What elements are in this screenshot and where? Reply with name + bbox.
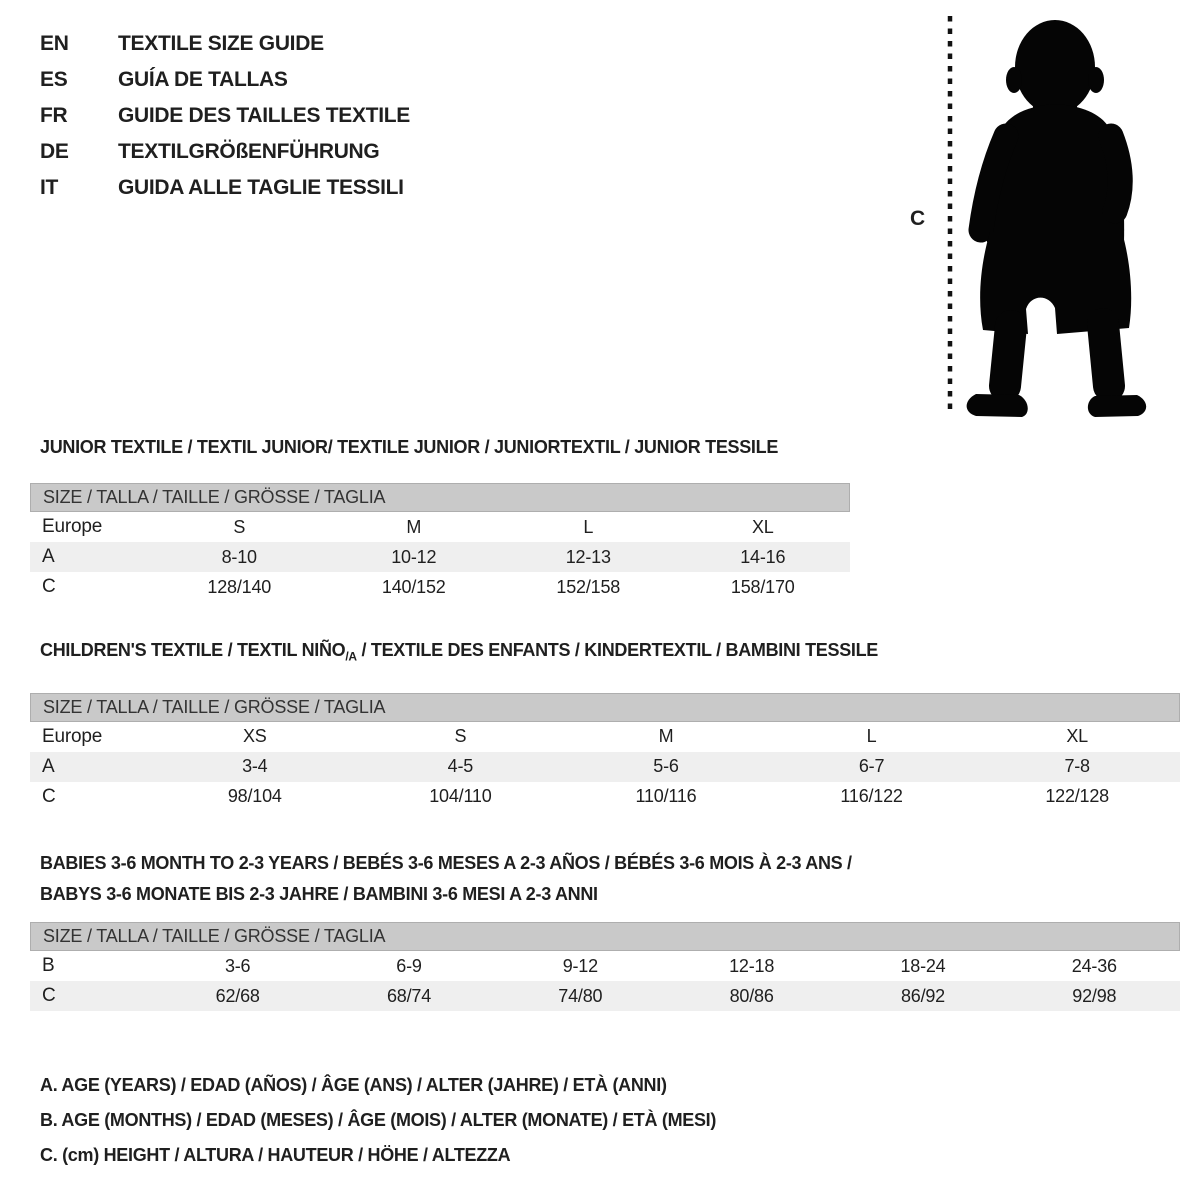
language-row [40,134,410,170]
table-cell: 158/170 [730,576,795,597]
table-cell: 12-18 [729,955,775,976]
table-cell: 68/74 [386,985,432,1006]
table-cell: 104/110 [429,786,492,807]
table-cell: 92/98 [1072,985,1117,1006]
table-cell: 62/68 [215,985,260,1006]
language-code: IT [40,176,59,199]
language-code: EN [40,32,69,55]
title-line-1: BABIES 3-6 MONTH TO 2-3 YEARS / BEBÉS 3-6 MESES A 2-3 AÑOS / BÉBÉS 3-6 MOIS À 2-3 ANS / [40,853,852,873]
table-cell: 7-8 [1064,756,1090,777]
height-measure-label: C [910,207,926,230]
table-cell: 5-6 [653,756,679,777]
table-cell: 80/86 [729,985,774,1006]
table-cell: 6-7 [858,756,885,777]
table-row [30,981,1180,1011]
table-cell: M [406,516,422,537]
title-text: / TEXTILE DES ENFANTS / KINDERTEXTIL / BAMBINI TESSILE [356,640,878,660]
title-subscript: /A [345,649,357,664]
row-label: A [42,546,55,567]
table-cell: 12-13 [565,546,611,567]
table-cell: 152/158 [556,576,621,597]
table-cell: 6-9 [396,955,422,976]
row-label: Europe [42,725,103,747]
table-cell: M [658,726,674,747]
language-code: ES [40,68,68,91]
language-code: FR [40,104,68,127]
table-row [30,951,1180,981]
language-row [40,98,410,134]
table-cell: 110/116 [635,786,697,807]
table-cell: 8-10 [221,546,257,567]
language-title: GUIDE DES TAILLES TEXTILE [118,104,410,127]
section-title [30,640,1180,667]
table-cell: 18-24 [900,955,946,976]
table-cell: 86/92 [900,985,945,1006]
language-row [40,62,410,98]
row-label: Europe [42,516,103,537]
row-label: A [42,755,55,777]
section-babies-textile [30,848,1180,1011]
table-cell: XL [1066,726,1088,747]
table-cell: 14-16 [740,546,786,567]
language-title: TEXTILE SIZE GUIDE [118,32,324,55]
legend-line-age-months: B. AGE (MONTHS) / EDAD (MESES) / ÂGE (MOIS) / ALTER (MONATE) / ETÀ (MESI) [40,1110,717,1130]
table-cell: 3-4 [242,756,268,777]
table-row [30,542,850,572]
section-title: JUNIOR TEXTILE / TEXTIL JUNIOR/ TEXTILE JUNIOR / JUNIORTEXTIL / JUNIOR TESSILE [40,437,779,457]
row-label: C [42,785,56,807]
table-cell: 10-12 [391,546,437,567]
table-cell: 140/152 [381,576,446,597]
table-cell: S [233,516,246,537]
table-row [30,722,1180,752]
title-line-2: BABYS 3-6 MONATE BIS 2-3 JAHRE / BAMBINI 3-6 MESI A 2-3 ANNI [40,884,598,904]
junior-size-table [30,512,850,602]
table-cell: XL [751,516,774,537]
language-list [40,26,410,206]
table-cell: 9-12 [562,955,598,976]
section-junior-textile [30,437,850,602]
table-cell: 98/104 [227,786,282,807]
legend-line-height: C. (cm) HEIGHT / ALTURA / HAUTEUR / HÖHE / ALTEZZA [40,1145,511,1165]
table-cell: 116/122 [840,786,903,807]
table-cell: 4-5 [447,756,474,777]
language-row [40,170,410,206]
table-cell: 122/128 [1045,786,1109,807]
babies-size-table [30,951,1180,1011]
language-code: DE [40,140,69,163]
section-title [30,848,1180,910]
table-row [30,782,1180,812]
table-cell: 3-6 [224,955,251,976]
table-cell: L [866,726,877,747]
legend-line-age-years: A. AGE (YEARS) / EDAD (AÑOS) / ÂGE (ANS) / ALTER (JAHRE) / ETÀ (ANNI) [40,1075,667,1095]
table-cell: XS [242,726,267,747]
legend [40,1068,716,1173]
row-label: C [42,985,56,1006]
children-size-table [30,722,1180,812]
row-label: B [42,955,55,976]
language-title: GUÍA DE TALLAS [118,68,288,91]
table-cell: S [454,726,467,747]
language-row [40,26,410,62]
height-figure [900,4,1162,424]
table-cell: 128/140 [207,576,272,597]
table-cell: 74/80 [558,985,603,1006]
table-cell: L [583,516,594,537]
section-childrens-textile [30,640,1180,812]
language-title: GUIDA ALLE TAGLIE TESSILI [118,176,404,199]
toddler-silhouette-icon [900,4,1162,424]
table-row [30,512,850,542]
size-header-bar: SIZE / TALLA / TAILLE / GRÖSSE / TAGLIA [30,483,850,512]
table-cell: 24-36 [1071,955,1117,976]
size-header-bar: SIZE / TALLA / TAILLE / GRÖSSE / TAGLIA [30,693,1180,722]
title-text: CHILDREN'S TEXTILE / TEXTIL NIÑO [40,640,346,660]
table-row [30,752,1180,782]
row-label: C [42,576,56,597]
table-row [30,572,850,602]
size-header-bar: SIZE / TALLA / TAILLE / GRÖSSE / TAGLIA [30,922,1180,951]
language-title: TEXTILGRÖßENFÜHRUNG [118,140,380,163]
